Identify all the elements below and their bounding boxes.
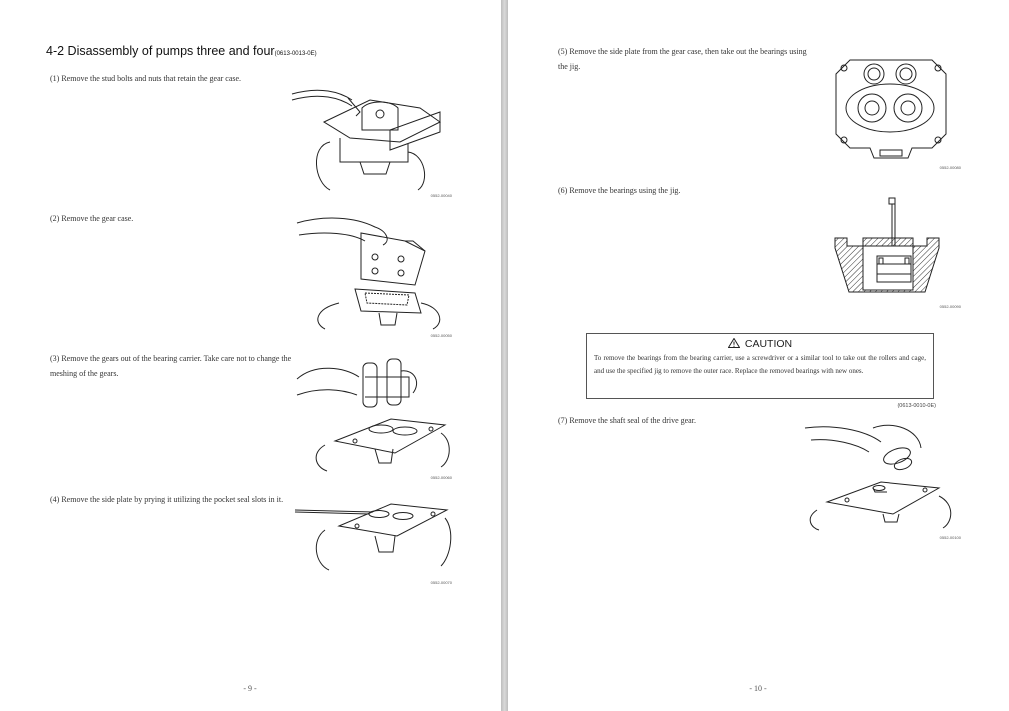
figure-code-4: 0552-00070 [430, 580, 452, 585]
caution-heading [587, 338, 933, 350]
gears-removal-figure [295, 353, 453, 473]
caution-title: CAUTION [744, 338, 793, 350]
gear-case-wrench-figure [290, 82, 458, 192]
figure-code-7: 0552-00100 [939, 535, 961, 540]
step-1-text: (1) Remove the stud bolts and nuts that retain the gear case. [50, 74, 242, 83]
caution-ref-code: (0613-0010-0E) [897, 403, 936, 409]
warning-triangle-icon [728, 338, 740, 348]
shaft-seal-figure [803, 418, 959, 530]
gear-case-removal-figure [295, 213, 453, 331]
caution-text: To remove the bearings from the bearing carrier, use a screwdriver or a similar tool to take out the rollers and cage, and use the specified jig to remove the outer race. Replace the removed bearings with new ones. [594, 354, 926, 375]
step-3-text: (3) Remove the gears out of the bearing carrier. Take care not to change the meshing of the gears. [50, 354, 292, 378]
page-gutter [501, 0, 508, 711]
step-4-text: (4) Remove the side plate by prying it utilizing the pocket seal slots in it. [50, 495, 284, 504]
caution-box [586, 333, 934, 399]
page-number-right: - 10 - [749, 684, 767, 693]
figure-code-2: 0552-00050 [430, 333, 452, 338]
step-5-text: (5) Remove the side plate from the gear case, then take out the bearings using the jig. [558, 47, 807, 71]
section-heading-text: 4-2 Disassembly of pumps three and four [46, 44, 275, 58]
bearing-jig-figure [830, 46, 952, 162]
step-7-text: (7) Remove the shaft seal of the drive gear. [558, 416, 696, 425]
figure-code-3: 0552-00060 [430, 475, 452, 480]
section-heading-code: (0613-0013-0E) [274, 51, 317, 57]
side-plate-pry-figure [295, 496, 453, 574]
figure-code-6: 0552-00090 [939, 304, 961, 309]
step-2-text: (2) Remove the gear case. [50, 214, 134, 223]
figure-code-1: 0552-00040 [430, 193, 452, 198]
jig-cross-section-figure [833, 198, 941, 294]
figure-code-5: 0552-00080 [939, 165, 961, 170]
section-heading [46, 44, 317, 58]
step-6-text: (6) Remove the bearings using the jig. [558, 186, 681, 195]
page-number-left: - 9 - [243, 684, 257, 693]
